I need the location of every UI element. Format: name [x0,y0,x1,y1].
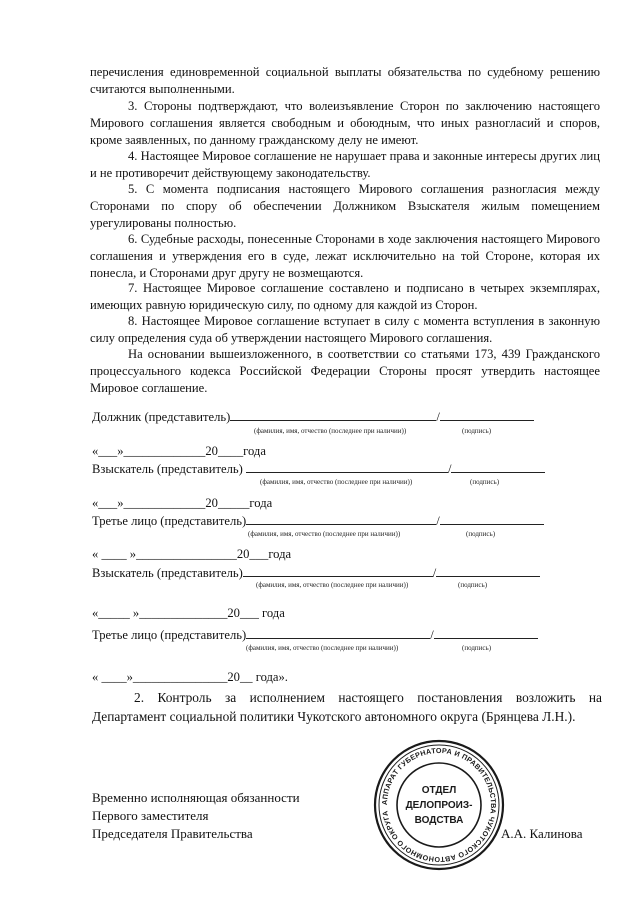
paragraph-6: 6. Судебные расходы, понесенные Сторонами в ходе заключения настоящего Мирового соглашения и утверждения его в суде, лежат исключительно на той Стороне, которая их понесла, и Сторонами друг другу не возмещаются. [90,232,600,280]
official-stamp [372,738,506,872]
paragraph-basis: На основании вышеизложенного, в соответствии со статьями 173, 439 Гражданского процессуального кодекса Российской Федерации Стороны просят утвердить настоящее Мировое соглашение. [90,347,600,395]
signature-label: Взыскатель (представитель) [92,566,243,580]
signer-name: А.А. Калинова [501,826,583,841]
date-line[interactable]: «___»_____________20____года [92,444,266,458]
sign-hint: (подпись) [470,478,500,486]
name-line[interactable] [243,564,433,577]
signer-line-1: Временно исполняющая обязанности [92,790,300,805]
stamp-ring-text: АППАРАТ ГУБЕРНАТОРА И ПРАВИТЕЛЬСТВА ЧУКОТСКОГО АВТОНОМНОГО ОКРУГА [379,745,499,865]
paragraph-continuation: перечисления единовременной социальной выплаты обязательства по судебному решению считаются выполненными. [90,65,600,96]
paragraph-7: 7. Настоящее Мировое соглашение составлено и подписано в четырех экземплярах, имеющих равную юридическую силу, по одному для каждой из Сторон. [90,281,600,312]
date-line[interactable]: «_____ »______________20___ года [92,606,285,620]
sign-line[interactable] [451,460,545,473]
signature-label: Третье лицо (представитель) [92,628,247,642]
paragraph-5: 5. С момента подписания настоящего Мирового соглашения разногласия между Сторонами по спору об обеспечении Должником Взыскателя жилым помещением урегулированы полностью. [90,182,600,230]
signature-row-claimant-2: Взыскатель (представитель) / [92,564,612,581]
sign-hint: (подпись) [462,427,492,435]
control-paragraph: 2. Контроль за исполнением настоящего постановления возложить на Департамент социальной политики Чукотского автономного округа (Брянцева Л.Н.). [92,690,602,724]
stamp-center-text-1: ОТДЕЛ [421,785,457,796]
name-line[interactable] [246,626,430,639]
signer-line-2: Первого заместителя [92,808,209,823]
date-line[interactable]: « ____ »________________20___года [92,547,292,561]
signature-row-debtor: Должник (представитель) / [92,408,612,425]
date-line[interactable]: « ____»_______________20__ года». [92,670,288,684]
sign-line[interactable] [440,408,534,421]
sign-hint: (подпись) [466,530,496,538]
paragraph-3: 3. Стороны подтверждают, что волеизъявление Сторон по заключению настоящего Мирового соглашения является свободным и обоюдным, что иных разногласий и споров, кроме заявленных, по данному гражданскому делу не имеют. [90,99,600,147]
name-line[interactable] [246,512,436,525]
name-hint: (фамилия, имя, отчество (последнее при наличии)) [260,478,413,486]
signature-label: Должник (представитель) [92,410,231,424]
name-hint: (фамилия, имя, отчество (последнее при наличии)) [254,427,407,435]
name-hint: (фамилия, имя, отчество (последнее при наличии)) [256,581,409,589]
sign-line[interactable] [434,626,538,639]
stamp-center-text-3: ВОДСТВА [414,815,464,826]
sign-hint: (подпись) [462,644,492,652]
sign-line[interactable] [440,512,544,525]
signature-label: Взыскатель (представитель) [92,462,243,476]
name-hint: (фамилия, имя, отчество (последнее при наличии)) [248,530,401,538]
signature-label: Третье лицо (представитель) [92,514,247,528]
name-line[interactable] [230,408,436,421]
stamp-center-text-2: ДЕЛОПРОИЗ- [405,800,473,811]
name-hint: (фамилия, имя, отчество (последнее при наличии)) [246,644,399,652]
sign-line[interactable] [436,564,540,577]
paragraph-8: 8. Настоящее Мировое соглашение вступает в силу с момента вступления в законную силу определения суда об утверждении настоящего Мирового соглашения. [90,314,600,345]
signature-row-claimant: Взыскатель (представитель) / [92,460,612,477]
sign-hint: (подпись) [458,581,488,589]
paragraph-4: 4. Настоящее Мировое соглашение не нарушает права и законные интересы других лиц и не противоречит действующему законодательству. [90,149,600,180]
signature-row-third-party: Третье лицо (представитель) / [92,512,612,529]
signature-row-third-party-2: Третье лицо (представитель) / [92,626,612,643]
name-line[interactable] [246,460,448,473]
date-line[interactable]: «___»_____________20_____года [92,496,273,510]
signer-line-3: Председателя Правительства [92,826,253,841]
